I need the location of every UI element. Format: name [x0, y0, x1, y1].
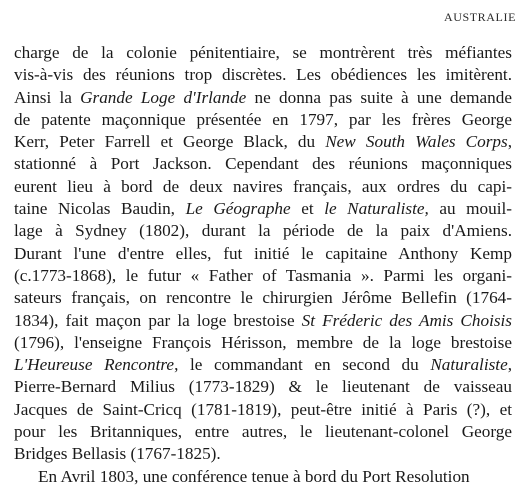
text-line: [14, 198, 512, 220]
text-run: de patente maçonnique présentée en 1797, par les frères George: [14, 109, 512, 129]
text-run: eurent lieu à bord de deux navires français, aux ordres du capi-: [14, 176, 512, 196]
text-run: (c.1773-1868), le futur « Father of Tasmania ». Parmi les organi-: [14, 265, 512, 285]
text-run: stationné à Port Jackson. Cependant des réunions maçonniques: [14, 154, 512, 174]
text-line: [14, 332, 512, 354]
text-line: [14, 243, 512, 265]
italic-text: L'Heureuse Rencontre: [14, 355, 175, 375]
text-run: ,: [507, 132, 512, 152]
text-run: Durant l'une d'entre elles, fut initié le capitaine Anthony Kemp: [14, 243, 512, 263]
text-run: Ainsi la: [14, 87, 81, 107]
text-line: [14, 287, 512, 309]
text-line: [14, 466, 512, 486]
text-line: [14, 220, 512, 242]
text-run: Bridges Bellasis (1767-1825).: [14, 444, 221, 464]
italic-text: Naturaliste: [430, 355, 508, 375]
text-run: taine Nicolas Baudin,: [14, 199, 186, 219]
text-run: ,: [507, 355, 512, 375]
text-run: vis-à-vis des réunions trop discrètes. Les obédiences les imitèrent.: [14, 65, 512, 85]
text-run: pour les Britanniques, entre autres, le lieutenant-colonel George: [14, 422, 512, 442]
body-paragraph: [14, 42, 513, 486]
text-line: [14, 399, 512, 421]
text-run: ne donna pas suite à une demande: [246, 87, 512, 107]
text-line: [14, 376, 512, 398]
text-line: [14, 354, 512, 376]
text-run: Pierre-Bernard Milius (1773-1829) & le lieutenant de vaisseau: [14, 377, 512, 397]
text-run: , le commandant en second du: [174, 355, 431, 375]
italic-text: New South Wales Corps: [325, 132, 508, 152]
text-run: au mouil-: [428, 199, 513, 219]
text-run: 1834), fait maçon par la loge brestoise: [14, 310, 302, 330]
running-head: AUSTRALIE: [443, 10, 516, 24]
text-line: [14, 153, 512, 175]
italic-text: Grande Loge d'Irlande: [80, 87, 247, 107]
text-run: charge de la colonie pénitentiaire, se montrèrent très méfiantes: [14, 43, 512, 62]
text-run: Kerr, Peter Farrell et George Black, du: [14, 132, 326, 152]
text-line: [14, 64, 512, 86]
text-line: [14, 176, 512, 198]
text-line: [14, 131, 512, 153]
text-line: [14, 421, 512, 443]
text-line: [14, 87, 512, 109]
text-run: lage à Sydney (1802), durant la période de la paix d'Amiens.: [14, 221, 512, 241]
text-line: [14, 265, 512, 287]
italic-text: le Naturaliste,: [324, 199, 429, 219]
text-run: et: [290, 199, 325, 219]
text-line: [14, 42, 512, 64]
italic-text: St Fréderic des Amis Choisis: [301, 310, 512, 330]
text-run: (1796), l'enseigne François Hérisson, membre de la loge brestoise: [14, 332, 512, 352]
text-run: En Avril 1803, une conférence tenue à bord du Port Resolution: [38, 466, 470, 486]
text-run: sateurs français, on rencontre le chirurgien Jérôme Bellefin (1764-: [14, 288, 512, 308]
text-line: [14, 310, 512, 332]
text-line: [14, 109, 512, 131]
text-run: Jacques de Saint-Cricq (1781-1819), peut-être initié à Paris (?), et: [14, 399, 512, 419]
text-line: [14, 443, 512, 465]
italic-text: Le Géographe: [185, 199, 291, 219]
